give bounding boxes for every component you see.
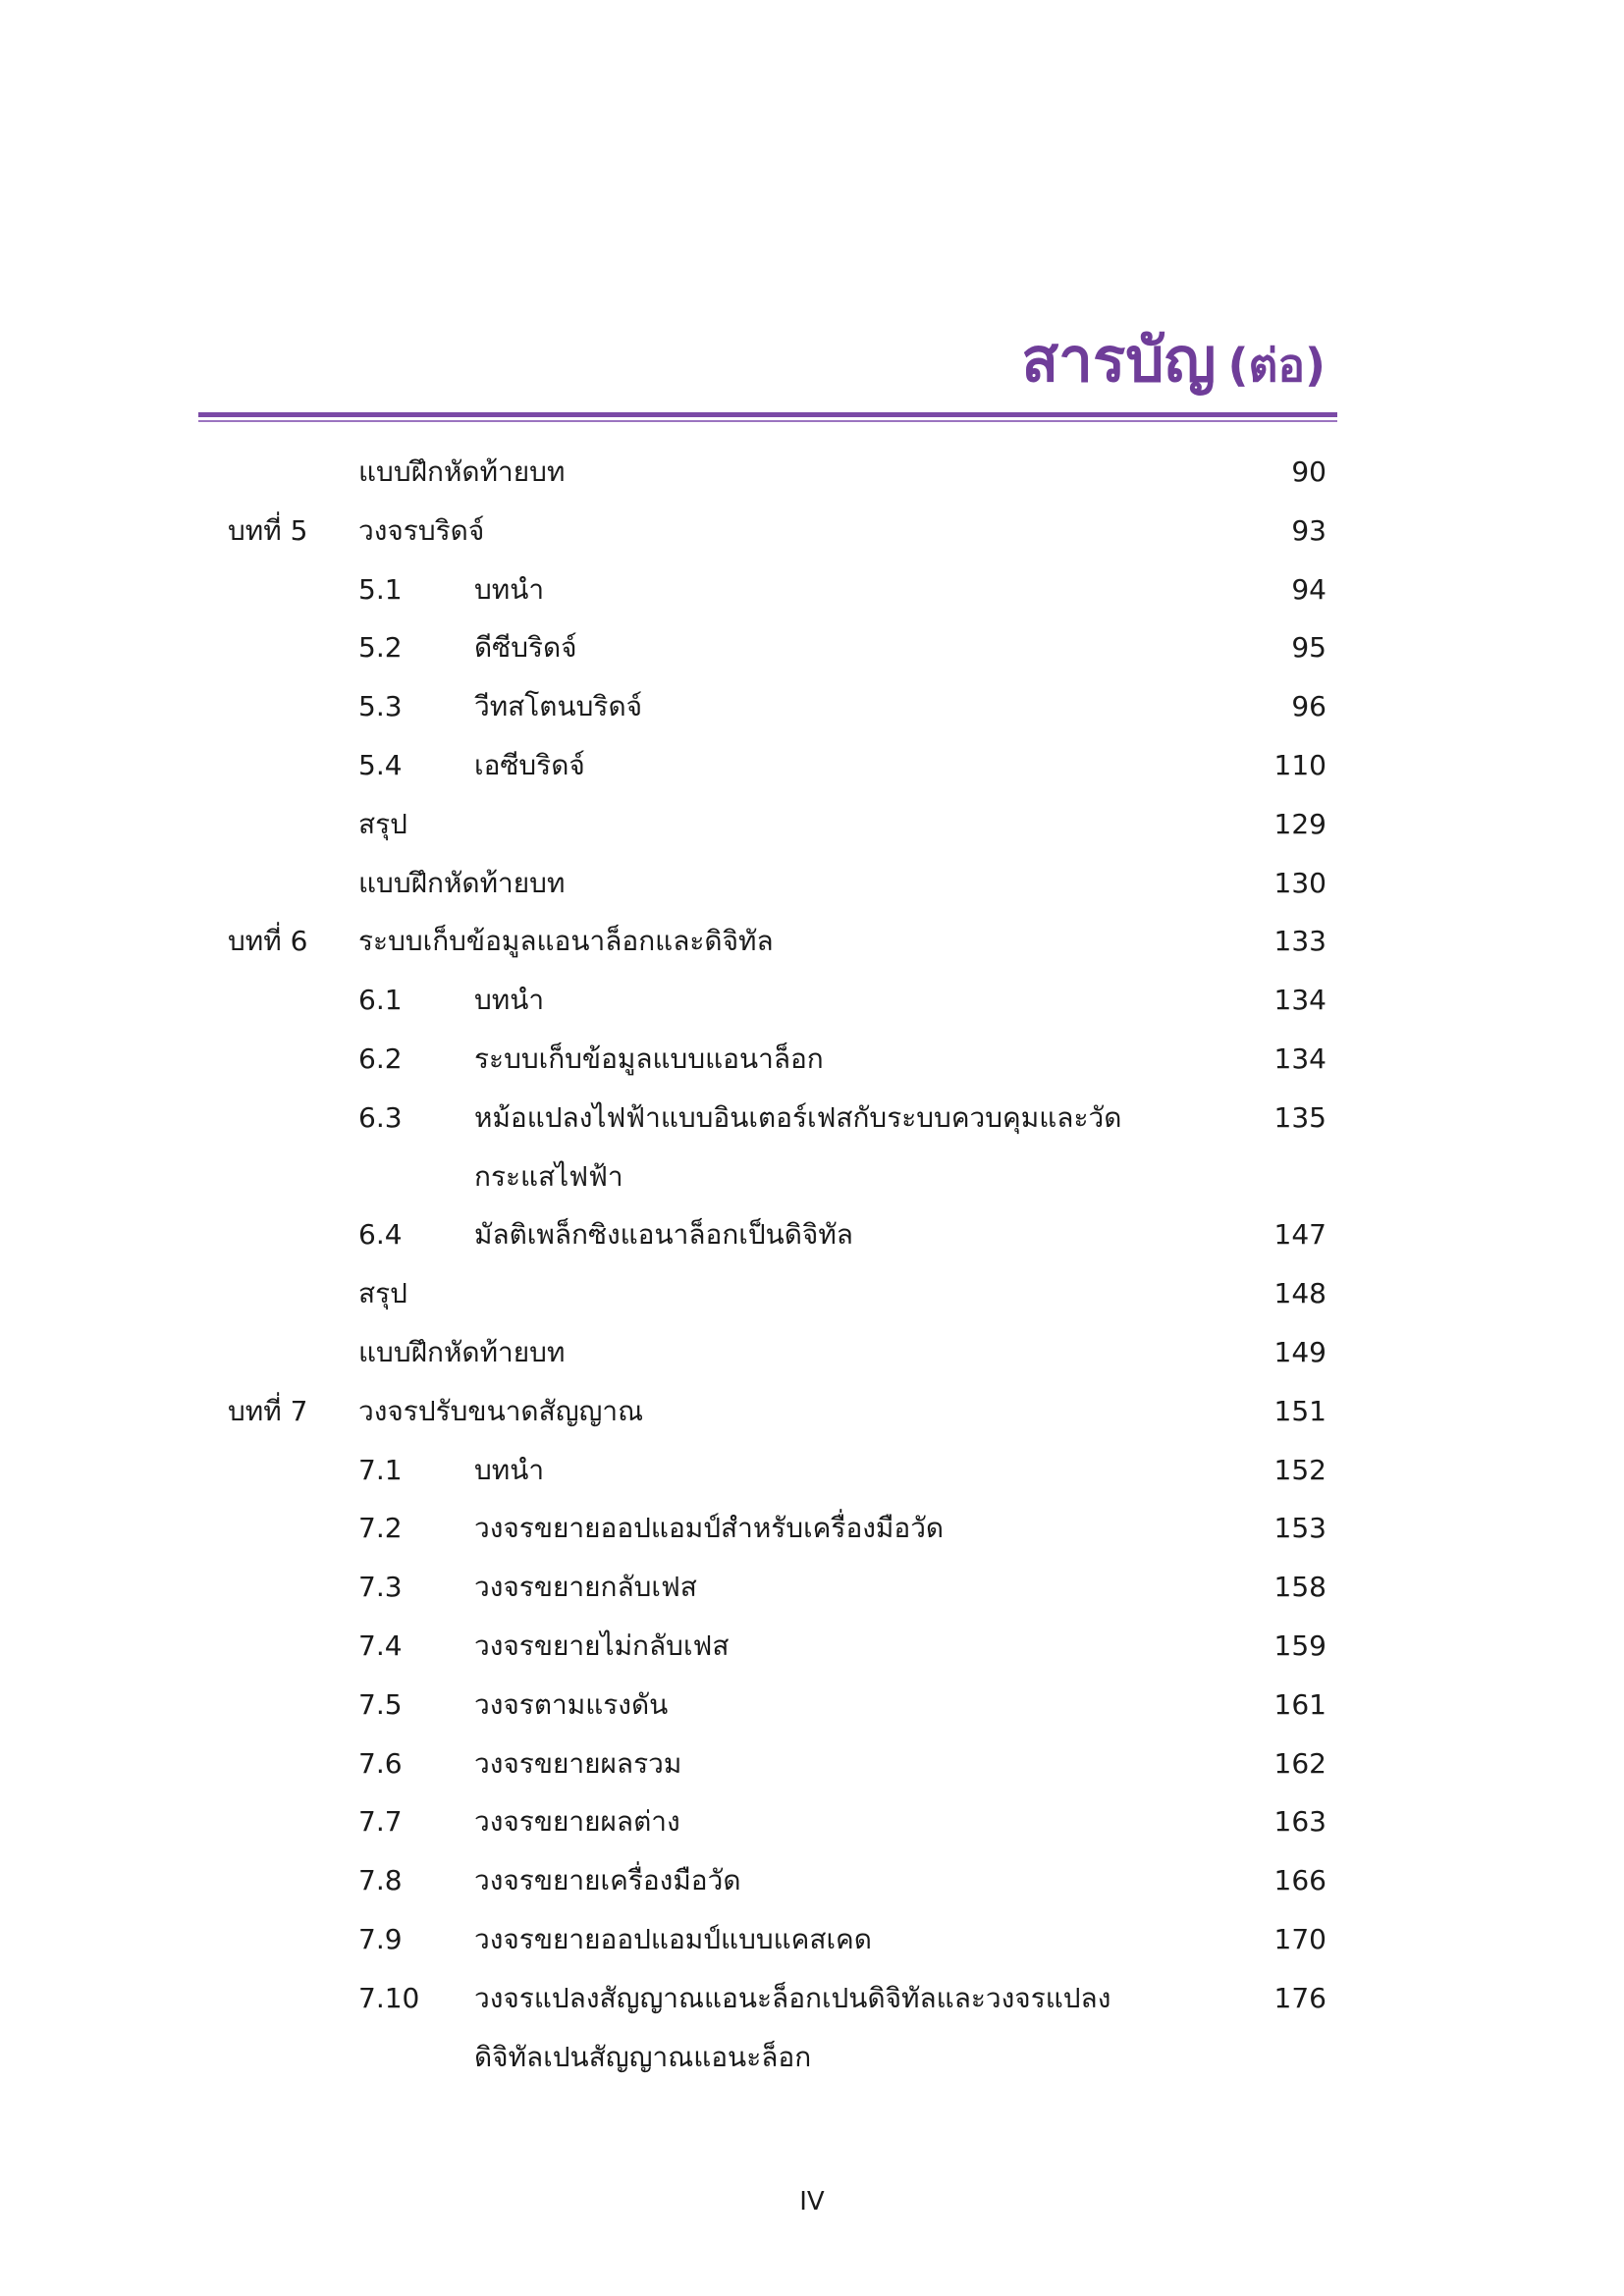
toc-section-number: 7.3 [358, 1571, 403, 1604]
toc-entry-title: บทนำ [474, 572, 545, 606]
toc-page-number: 166 [1273, 1864, 1326, 1897]
toc-page-number: 135 [1273, 1100, 1326, 1134]
toc-section-row [0, 1441, 1624, 1500]
table-of-contents [0, 443, 1624, 2086]
toc-entry-title: ดิจิทัลเปนสัญญาณแอนะล็อก [474, 2040, 812, 2073]
toc-page-number: 147 [1273, 1218, 1326, 1252]
toc-section-row [0, 1792, 1624, 1851]
toc-entry-title: บทนำ [474, 984, 545, 1017]
toc-entry-title: บทนำ [474, 1453, 545, 1486]
toc-entry-title: มัลติเพล็กซิงแอนาล็อกเป็นดิจิทัล [474, 1218, 853, 1252]
page-title-suffix: (ต่อ) [1227, 339, 1326, 392]
toc-section-row [0, 1558, 1624, 1617]
toc-entry-title: สรุป [358, 807, 407, 840]
toc-entry-title: ระบบเก็บข้อมูลแอนาล็อกและดิจิทัล [358, 925, 774, 958]
toc-entry-title: วงจรแปลงสัญญาณแอนะล็อกเปนดิจิทัลและวงจรแปลง [474, 1981, 1111, 2014]
toc-entry-title: วงจรขยายเครื่องมือวัด [474, 1864, 741, 1897]
toc-entry-title: วงจรขยายไม่กลับเฟส [474, 1629, 730, 1662]
toc-page-number: 110 [1273, 748, 1326, 781]
page-number-footer: IV [799, 2187, 825, 2216]
toc-chapter-label: บทที่ 5 [228, 513, 308, 547]
toc-entry-title: วงจรขยายผลต่าง [474, 1805, 680, 1839]
toc-section-number: 7.10 [358, 1981, 420, 2014]
title-underline-secondary [198, 420, 1337, 422]
toc-entry-title: แบบฝึกหัดท้ายบท [358, 866, 566, 899]
toc-entry-title: วงจรขยายออปแอมป์แบบแคสเคด [474, 1922, 872, 1955]
toc-page-number: 161 [1273, 1687, 1326, 1721]
toc-page-number: 176 [1273, 1981, 1326, 2014]
toc-section-row [0, 1969, 1624, 2028]
toc-page-number: 93 [1291, 513, 1326, 547]
toc-row [0, 1323, 1624, 1382]
toc-entry-title: กระแสไฟฟ้า [474, 1159, 623, 1193]
toc-page-number: 170 [1273, 1922, 1326, 1955]
toc-entry-title: เอซีบริดจ์ [474, 748, 585, 781]
toc-entry-title: วีทสโตนบริดจ์ [474, 690, 643, 723]
toc-section-number: 7.4 [358, 1629, 403, 1662]
toc-chapter-row [0, 1382, 1624, 1441]
toc-chapter-label: บทที่ 7 [228, 1394, 308, 1427]
toc-entry-title: วงจรขยายกลับเฟส [474, 1571, 697, 1604]
toc-section-number: 7.6 [358, 1746, 403, 1780]
toc-section-number: 7.2 [358, 1512, 403, 1545]
toc-row [0, 1148, 1624, 1206]
toc-section-number: 5.4 [358, 748, 403, 781]
toc-section-number: 6.4 [358, 1218, 403, 1252]
toc-page-number: 90 [1291, 455, 1326, 488]
toc-section-number: 6.3 [358, 1100, 403, 1134]
toc-section-row [0, 561, 1624, 619]
toc-section-number: 7.5 [358, 1687, 403, 1721]
toc-section-row [0, 1030, 1624, 1089]
toc-chapter-row [0, 912, 1624, 971]
toc-page-number: 158 [1273, 1571, 1326, 1604]
toc-page-number: 148 [1273, 1277, 1326, 1310]
toc-row [0, 854, 1624, 913]
toc-section-row [0, 1851, 1624, 1910]
toc-entry-title: ดีซีบริดจ์ [474, 631, 577, 665]
toc-entry-title: ระบบเก็บข้อมูลแบบแอนาล็อก [474, 1041, 824, 1075]
title-underline [198, 412, 1337, 417]
toc-page-number: 162 [1273, 1746, 1326, 1780]
toc-entry-title: หม้อแปลงไฟฟ้าแบบอินเตอร์เฟสกับระบบควบคุมและวัด [474, 1100, 1122, 1134]
toc-page-number: 153 [1273, 1512, 1326, 1545]
toc-section-row [0, 971, 1624, 1030]
toc-section-number: 7.1 [358, 1453, 403, 1486]
toc-section-number: 7.7 [358, 1805, 403, 1839]
toc-page-number: 134 [1273, 984, 1326, 1017]
toc-page-number: 152 [1273, 1453, 1326, 1486]
toc-page-number: 163 [1273, 1805, 1326, 1839]
toc-section-number: 5.3 [358, 690, 403, 723]
toc-section-row [0, 736, 1624, 795]
toc-page-number: 96 [1291, 690, 1326, 723]
toc-section-row [0, 1617, 1624, 1676]
toc-page-number: 159 [1273, 1629, 1326, 1662]
toc-page-number: 94 [1291, 572, 1326, 606]
toc-page-number: 95 [1291, 631, 1326, 665]
toc-page-number: 129 [1273, 807, 1326, 840]
toc-section-row [0, 1676, 1624, 1735]
toc-page-number: 130 [1273, 866, 1326, 899]
toc-entry-title: วงจรขยายออปแอมป์สำหรับเครื่องมือวัด [474, 1512, 945, 1545]
toc-section-row [0, 1089, 1624, 1148]
toc-section-number: 6.2 [358, 1041, 403, 1075]
toc-section-row [0, 1205, 1624, 1264]
toc-chapter-row [0, 502, 1624, 561]
toc-page-number: 151 [1273, 1394, 1326, 1427]
toc-section-number: 5.1 [358, 572, 403, 606]
page-title-text: สารบัญ [1021, 324, 1217, 396]
toc-section-row [0, 1910, 1624, 1969]
toc-section-row [0, 1499, 1624, 1558]
toc-section-row [0, 618, 1624, 677]
toc-entry-title: แบบฝึกหัดท้ายบท [358, 455, 566, 488]
toc-section-row [0, 1735, 1624, 1793]
toc-entry-title: วงจรขยายผลรวม [474, 1746, 682, 1780]
toc-entry-title: สรุป [358, 1277, 407, 1310]
toc-section-number: 7.9 [358, 1922, 403, 1955]
toc-entry-title: วงจรปรับขนาดสัญญาณ [358, 1394, 644, 1427]
toc-row [0, 1264, 1624, 1323]
toc-section-number: 7.8 [358, 1864, 403, 1897]
toc-row [0, 2028, 1624, 2087]
toc-section-number: 5.2 [358, 631, 403, 665]
toc-section-row [0, 677, 1624, 736]
toc-section-number: 6.1 [358, 984, 403, 1017]
toc-entry-title: แบบฝึกหัดท้ายบท [358, 1335, 566, 1368]
toc-page-number: 133 [1273, 925, 1326, 958]
page-title [1021, 312, 1326, 408]
toc-page-number: 134 [1273, 1041, 1326, 1075]
toc-page-number: 149 [1273, 1335, 1326, 1368]
toc-entry-title: วงจรบริดจ์ [358, 513, 485, 547]
toc-chapter-label: บทที่ 6 [228, 925, 308, 958]
toc-row [0, 795, 1624, 854]
toc-row [0, 443, 1624, 502]
toc-entry-title: วงจรตามแรงดัน [474, 1687, 669, 1721]
